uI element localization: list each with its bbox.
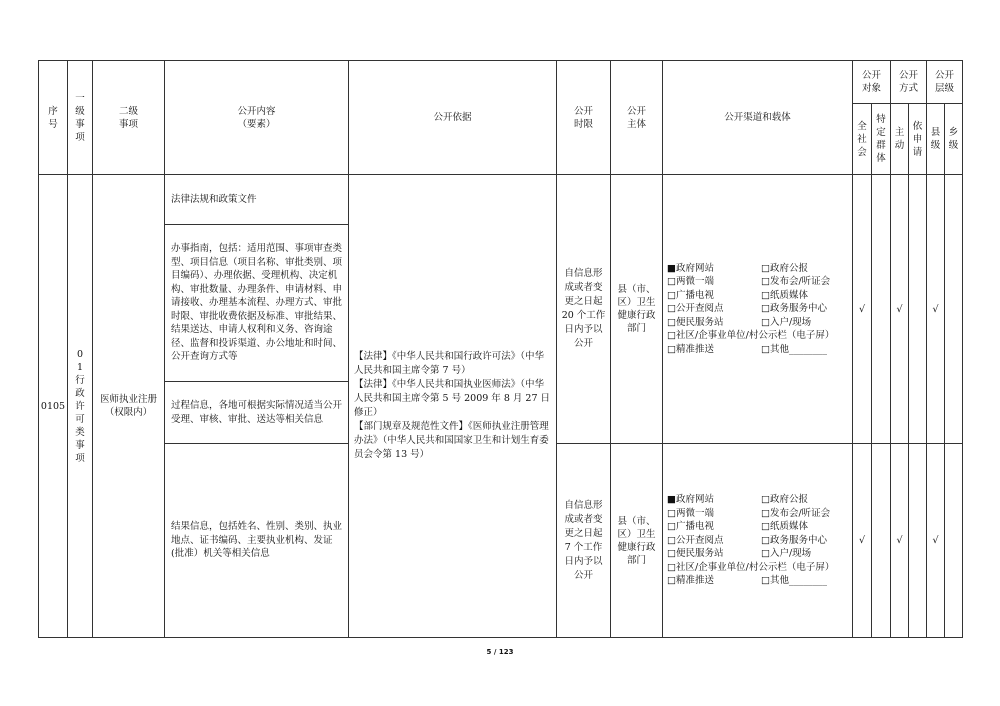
level-township-check-1: [945, 175, 963, 444]
row-seq: 0105: [39, 175, 68, 638]
channel-item: □入户/现场: [761, 316, 812, 328]
deadline-2: 自信息形成或者变更之日起 7 个工作日内予以公开: [557, 444, 611, 638]
header-deadline: 公开时限: [557, 61, 611, 175]
content-process: 过程信息，各地可根据实际情况适当公开受理、审核、审批、送达等相关信息: [165, 382, 349, 444]
channel-item: □精准推送: [667, 575, 714, 587]
channel-item: □发布会/听证会: [761, 507, 831, 519]
channel-item: □纸质媒体: [761, 289, 808, 301]
header-level-group: 公开层级: [927, 61, 963, 104]
channel-item: □发布会/听证会: [761, 276, 831, 288]
deadline-1: 自信息形成或者变更之日起 20 个工作日内予以公开: [557, 175, 611, 444]
channel-item: □两微一端: [667, 507, 714, 519]
header-level2: 二级事项: [93, 61, 165, 175]
header-level1: 一级事项: [68, 61, 93, 175]
channel-item: □便民服务站: [667, 548, 724, 560]
method-request-check-1: [909, 175, 927, 444]
channel-item: □政务服务中心: [761, 303, 827, 315]
obj-specific-check-2: [872, 444, 891, 638]
channel-item: □纸质媒体: [761, 521, 808, 533]
basis-cell: [349, 175, 557, 638]
channel-item: □其他________: [761, 575, 827, 587]
header-seq: 序号: [39, 61, 68, 175]
channels-2: [663, 444, 853, 638]
channel-item: □政务服务中心: [761, 534, 827, 546]
disclosure-table: [38, 60, 963, 638]
channel-item: □公开查阅点: [667, 303, 724, 315]
page-number: 5 / 123: [486, 648, 514, 656]
method-active-check-2: √: [891, 444, 909, 638]
header-obj-specific: 特定群体: [872, 104, 891, 175]
subject-2: 县（市、区）卫生健康行政部门: [611, 444, 663, 638]
channel-item: □其他________: [761, 343, 827, 355]
content-guide: 办事指南，包括：适用范围、事项审查类型、项目信息（项目名称、审批类别、项目编码）、办理依据、受理机构、决定机构、审批数量、办理条件、申请材料、申请接收、办理基本流程、办理方式、审批时限、审批收费依据及标准、审批结果、结果送达、申请人权利和义务、咨询途径、监督和投诉渠道、办公地址和时间、公开查询方式等: [165, 225, 349, 382]
header-channels: 公开渠道和载体: [663, 61, 853, 175]
channel-item: □便民服务站: [667, 316, 724, 328]
header-content: 公开内容 （要素）: [165, 61, 349, 175]
channel-item: □社区/企事业单位/村公示栏（电子屏）: [667, 561, 835, 573]
header-subject: 公开主体: [611, 61, 663, 175]
row-level2: 医师执业注册（权限内）: [93, 175, 165, 638]
channel-item: □入户/现场: [761, 548, 812, 560]
obj-specific-check-1: [872, 175, 891, 444]
level-county-check-2: √: [927, 444, 945, 638]
channel-item: □两微一端: [667, 276, 714, 288]
obj-all-check-2: √: [853, 444, 872, 638]
level-township-check-2: [945, 444, 963, 638]
channel-item: □政府公报: [761, 262, 808, 274]
obj-all-check-1: √: [853, 175, 872, 444]
content-result: 结果信息，包括姓名、性别、类别、执业地点、证书编码、主要执业机构、发证(批准）机关等相关信息: [165, 444, 349, 638]
subject-1: 县（市、区）卫生健康行政部门: [611, 175, 663, 444]
channel-item: □社区/企事业单位/村公示栏（电子屏）: [667, 330, 835, 342]
channel-item: □公开查阅点: [667, 534, 724, 546]
header-basis: 公开依据: [349, 61, 557, 175]
method-request-check-2: [909, 444, 927, 638]
header-obj-all: 全社会: [853, 104, 872, 175]
header-object-group: 公开对象: [853, 61, 891, 104]
channel-item: □广播电视: [667, 289, 714, 301]
channel-item: □精准推送: [667, 343, 714, 355]
header-level-county: 县级: [927, 104, 945, 175]
method-active-check-1: √: [891, 175, 909, 444]
header-method-request: 依申请: [909, 104, 927, 175]
channels-1: [663, 175, 853, 444]
level-county-check-1: √: [927, 175, 945, 444]
channel-item: □政府公报: [761, 494, 808, 506]
basis-law-2: 【法律】《中华人民共和国执业医师法》（中华人民共和国主席令第 5 号 2009 年 8 月 27 日修正）: [354, 379, 551, 418]
channel-item: ■政府网站: [667, 494, 714, 506]
basis-rule: 【部门规章及规范性文件】《医师执业注册管理办法》（中华人民共和国国家卫生和计划生育委员会令第 13 号）: [354, 421, 549, 460]
row-level1: 01行政许可类事项: [68, 175, 93, 638]
basis-law-1: 【法律】《中华人民共和国行政许可法》（中华人民共和国主席令第 7 号）: [354, 351, 545, 376]
header-method-group: 公开方式: [891, 61, 927, 104]
header-level-township: 乡级: [945, 104, 963, 175]
header-method-active: 主动: [891, 104, 909, 175]
channel-item: □广播电视: [667, 521, 714, 533]
content-regulations: 法律法规和政策文件: [165, 175, 349, 225]
channel-item: ■政府网站: [667, 262, 714, 274]
